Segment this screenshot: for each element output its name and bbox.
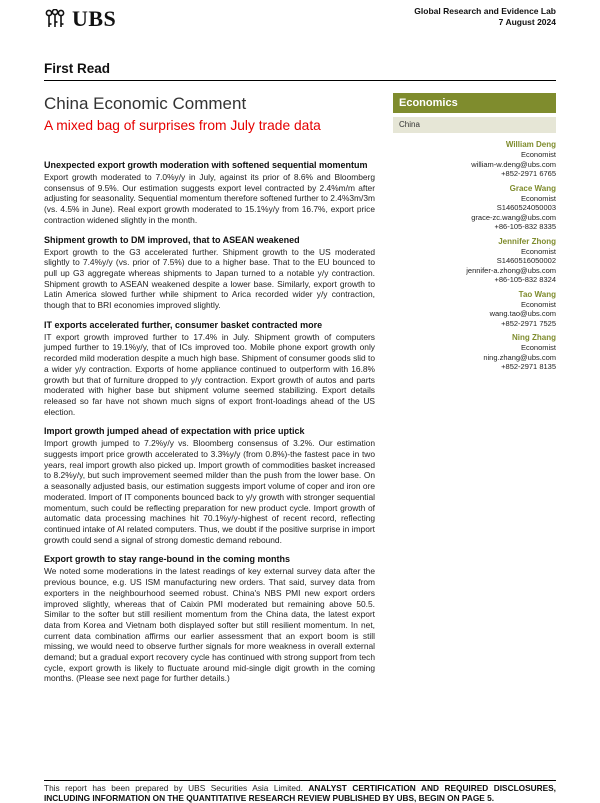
analyst-phone: +852-2971 8135 [501, 362, 556, 371]
analyst-license: S1460524050003 [496, 203, 556, 212]
ubs-logo [44, 6, 116, 32]
category-badge: Economics [393, 93, 556, 113]
section-heading: Export growth to stay range-bound in the coming months [44, 554, 290, 565]
section [44, 235, 375, 311]
page-subtitle: A mixed bag of surprises from July trade data [44, 118, 321, 133]
analyst-card [396, 184, 556, 232]
divider-top [44, 80, 556, 81]
section [44, 426, 375, 545]
analyst-card [396, 237, 556, 285]
analyst-list [396, 140, 556, 377]
analyst-role: Economist [520, 299, 556, 309]
analyst-card [396, 140, 556, 179]
analyst-name: Tao Wang [518, 289, 556, 299]
section [44, 320, 375, 418]
section [44, 554, 375, 684]
analyst-license: S1460516050002 [496, 256, 556, 265]
report-body [44, 160, 375, 693]
lab-name: Global Research and Evidence Lab [414, 6, 556, 16]
report-date: 7 August 2024 [498, 17, 556, 27]
analyst-role: Economist [520, 193, 556, 203]
section-text: IT export growth improved further to 17.4% in July. Shipment growth of computers jumped further to 19.1%y/y, that of ICs improved too. Mobile phone export growth only recorded mild moderation despite a much high base. Shipment of consumer goods slid to a wider y/y contraction. Exports of home appliance continued to outperform with 16.8% growth but that of furniture dropped to y/y contraction. Export growth of autos and parts moderated with higher base but shipment volume seemed stabilizing. Export details released so far have not shown much signs of export front-loadings ahead of the US election. [44, 331, 375, 417]
section-heading: IT exports accelerated further, consumer basket contracted more [44, 319, 323, 330]
region-badge: China [393, 117, 556, 133]
section-heading: Shipment growth to DM improved, that to ASEAN weakened [44, 234, 300, 245]
analyst-email[interactable]: william-w.deng@ubs.com [471, 159, 556, 169]
page-title: China Economic Comment [44, 94, 247, 113]
analyst-email[interactable]: wang.tao@ubs.com [489, 309, 556, 318]
analyst-role: Economist [520, 343, 556, 352]
analyst-name: Grace Wang [509, 183, 556, 193]
section-text: Export growth moderated to 7.0%y/y in July, against its prior of 8.6% and Bloomberg consensus of 9.5%. Our estimation suggests export level contracted by 2.4%m/m after adjusting for seasonality. Sequential momentum therefore softened further to 2.4%3m/3m (vs. 4.5% in June). Real export growth moderated to 15.1%y/y from 16.7%, export price contraction widened slightly in the month. [44, 172, 375, 225]
analyst-role: Economist [520, 246, 556, 256]
section-heading: Import growth jumped ahead of expectation with price uptick [44, 426, 305, 437]
disclaimer [44, 783, 556, 803]
logo-wordmark: UBS [72, 6, 117, 31]
analyst-email[interactable]: ning.zhang@ubs.com [483, 352, 556, 362]
analyst-card [396, 290, 556, 329]
analyst-card [396, 333, 556, 372]
section-text: Import growth jumped to 7.2%y/y vs. Bloomberg consensus of 3.2%. Our estimation suggests import price growth accelerated to 3.3%y/y (from 0.8%)-the fastest pace in two years, real import growth also picked up. Import growth of commodities basket increased to 8.2%y/y, but such improvement seemed milder than the push from the lower base. On a seasonally adjusted basis, our estimation suggests import volume of coper and iron ore moderated. Import of IT components bounced back to y/y growth with stronger sequential momentum, such could be reflecting preparation for new product cycle. Import growth of automatic data processing machines hit 70.1%y/y-highest of recent record, reflecting continued intake of AI related computers. Thus, we doubt if the positive surprise in import growth could send a signal of strong domestic demand rebound. [44, 438, 375, 545]
disclaimer-certification: ANALYST CERTIFICATION AND REQUIRED DISCLOSURES, INCLUDING INFORMATION ON THE QUANTITATIVE RESEARCH REVIEW PUBLISHED BY UBS, BEGIN ON PAGE 5. [44, 783, 556, 803]
divider-bottom [44, 780, 556, 781]
analyst-phone: +86-105-832 8335 [494, 222, 556, 231]
analyst-role: Economist [520, 150, 556, 159]
analyst-phone: +852-2971 7525 [501, 318, 556, 328]
ubs-keys-icon [44, 9, 66, 29]
analyst-name: William Deng [505, 140, 556, 149]
analyst-email[interactable]: grace-zc.wang@ubs.com [471, 212, 556, 222]
disclaimer-prepared-by: This report has been prepared by UBS Securities Asia Limited. [44, 783, 303, 793]
header-meta [414, 6, 556, 28]
analyst-phone: +86-105-832 8324 [494, 275, 556, 284]
analyst-phone: +852-2971 6765 [501, 169, 556, 178]
section-heading: Unexpected export growth moderation with softened sequential momentum [44, 160, 368, 170]
series-label: First Read [44, 61, 111, 76]
section-text: Export growth to the G3 accelerated further. Shipment growth to the US moderated slightly to 7.4%y/y (vs. prior of 7.5%) due to a higher base. That to the EU bounced to pull up G3 aggregate whereas shipments to Japan turned to a notable y/y contraction. Shipment growth to ASEAN weakened despite a lower base. Similarly, export growth to Latin America slowed further while shipment to Arica recorded wider y/y contraction, though that to BRI economies improved slightly. [44, 246, 375, 311]
section-text: We noted some moderations in the latest readings of key external survey data after the previous bounce, e.g. US ISM manufacturing new orders. That said, survey data from exporters in the neighbourhood seemed robust. China's NBS PMI new export orders improved slightly, whereas that of Caixin PMI moderated but remaining above 50.5. Similar to the softer but still resilient momentum from the China data, the latest export data from Korea and Vietnam both displayed softer but still resilient momentum. In net, current data combination affirms our earlier assessment that an export boom is still missing, we would need to observe further signals for more weakness in overall external demand; but a gradual export recovery cycle has continued with strong support from tech cycle, export growth is likely to fluctuate around mid-single digit growth in the coming months. (Please see next page for further details.) [44, 566, 375, 684]
analyst-email[interactable]: jennifer-a.zhong@ubs.com [466, 265, 556, 275]
section [44, 160, 375, 226]
analyst-name: Ning Zhang [512, 333, 556, 342]
analyst-name: Jennifer Zhong [498, 236, 556, 246]
